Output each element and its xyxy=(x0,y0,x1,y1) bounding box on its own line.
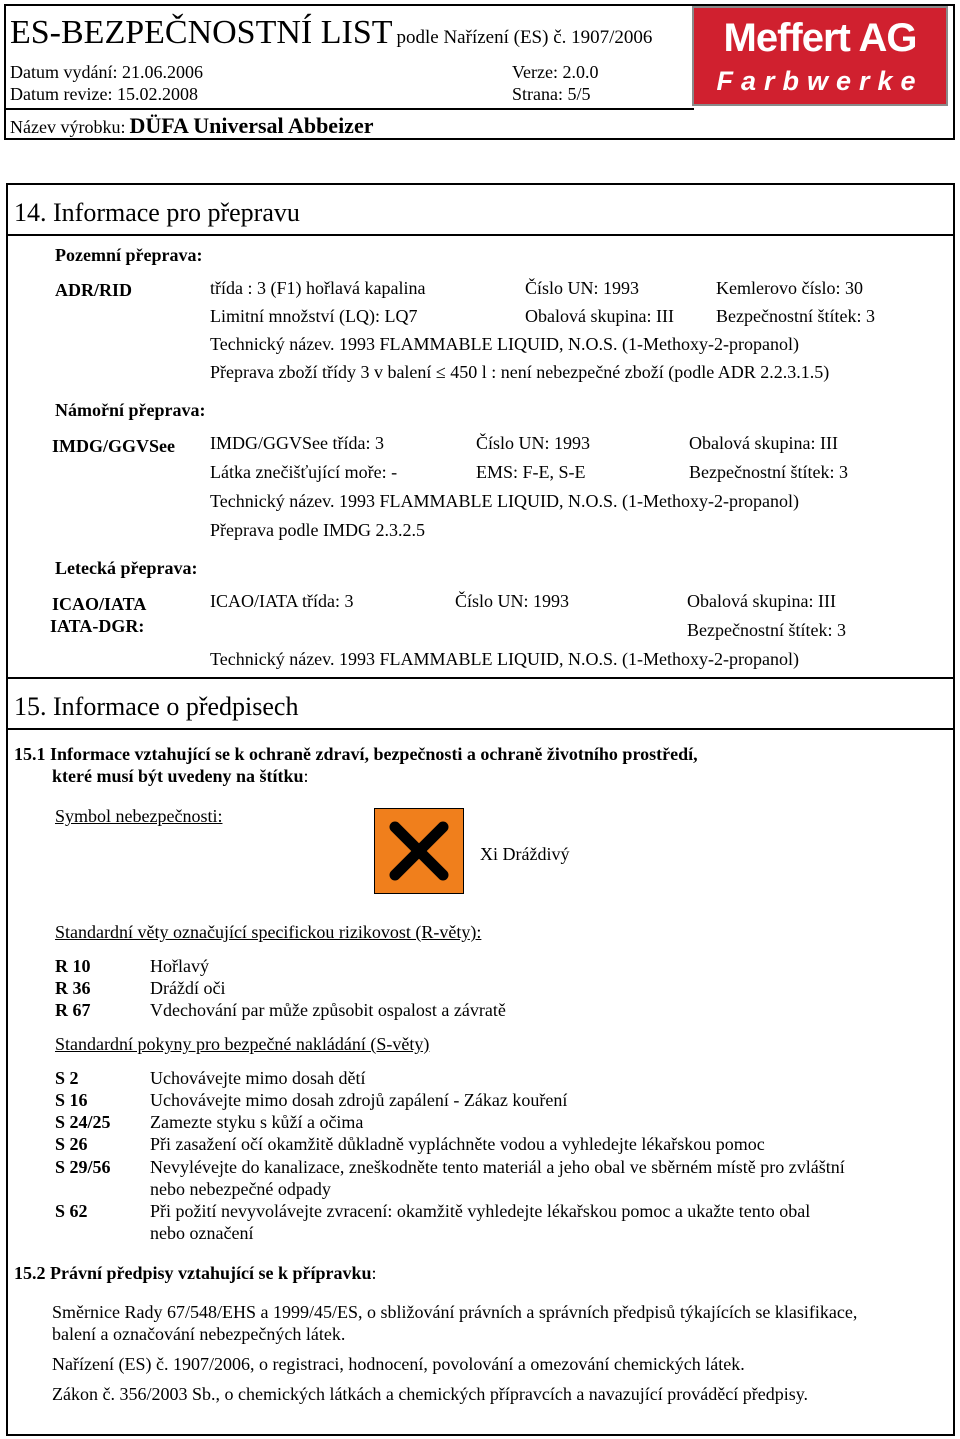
logo-line2: Farbwerke xyxy=(716,66,924,96)
r-phrase-code: R 67 xyxy=(55,1000,91,1020)
s-phrase-text-continued: nebo nebezpečné odpady xyxy=(150,1179,331,1199)
imdg-code: IMDG/GGVSee xyxy=(52,436,175,456)
hazard-symbol-text: Xi Dráždivý xyxy=(480,844,570,864)
land-technical-name: Technický název. 1993 FLAMMABLE LIQUID, N.O.S. (1-Methoxy-2-propanol) xyxy=(210,334,799,354)
s-phrase-text: Uchovávejte mimo dosah zdrojů zapálení - Zákaz kouření xyxy=(150,1090,568,1110)
s-phrase-code: S 16 xyxy=(55,1090,88,1110)
sea-class: IMDG/GGVSee třída: 3 xyxy=(210,433,384,453)
s-phrase-text: Při zasažení očí okamžitě důkladně vypláchněte vodou a vyhledejte lékařskou pomoc xyxy=(150,1134,765,1154)
sea-ems: EMS: F-E, S-E xyxy=(476,462,586,482)
hazard-symbol-irritant-icon xyxy=(374,808,464,894)
s-phrase-text: Nevylévejte do kanalizace, zneškodněte tento materiál a jeho obal ve sběrném místě pro zvláštní xyxy=(150,1157,845,1177)
air-technical-name: Technický název. 1993 FLAMMABLE LIQUID, N.O.S. (1-Methoxy-2-propanol) xyxy=(210,649,799,669)
regulation-ref: podle Nařízení (ES) č. 1907/2006 xyxy=(396,27,653,48)
sea-hazard-label: Bezpečnostní štítek: 3 xyxy=(689,462,848,482)
section14-heading: 14. Informace pro přepravu xyxy=(14,198,300,227)
r-phrase-code: R 10 xyxy=(55,956,91,976)
land-hazard-label: Bezpečnostní štítek: 3 xyxy=(716,306,875,326)
s-phrase-text: Uchovávejte mimo dosah dětí xyxy=(150,1068,366,1088)
s-phrase-text: Zamezte styku s kůží a očima xyxy=(150,1112,364,1132)
s-phrase-code: S 62 xyxy=(55,1201,88,1221)
sea-marine-pollutant: Látka znečišťující moře: - xyxy=(210,462,398,482)
land-limited-quantity: Limitní množství (LQ): LQ7 xyxy=(210,306,418,326)
s-phrase-code: S 2 xyxy=(55,1068,79,1088)
subsection-15-1-line2-rest: : xyxy=(303,766,309,786)
logo-line1: Meffert AG xyxy=(723,16,917,60)
legal-regulation: Nařízení (ES) č. 1907/2006, o registraci, hodnocení, povolování a omezování chemických látek. xyxy=(52,1354,745,1374)
land-note: Přeprava zboží třídy 3 v balení ≤ 450 l : není nebezpečné zboží (podle ADR 2.2.3.1.5) xyxy=(210,362,830,382)
legal-directive-line1: Směrnice Rady 67/548/EHS a 1999/45/ES, o sbližování právních a správních předpisů týkajících se klasifikace, xyxy=(52,1302,858,1322)
s-phrase-code: S 26 xyxy=(55,1134,88,1154)
s-phrases-heading: Standardní pokyny pro bezpečné nakládání (S-věty) xyxy=(55,1034,430,1054)
document-title-row xyxy=(10,14,652,52)
air-packing-group: Obalová skupina: III xyxy=(687,591,836,611)
iata-dgr-code: IATA-DGR: xyxy=(50,616,145,636)
product-label: Název výrobku: xyxy=(10,117,126,137)
s-phrase-code: S 24/25 xyxy=(55,1112,111,1132)
legal-act: Zákon č. 356/2003 Sb., o chemických látkách a chemických přípravcích a navazující prováděcí předpisy. xyxy=(52,1384,809,1404)
land-kemler: Kemlerovo číslo: 30 xyxy=(716,278,863,298)
company-logo xyxy=(692,6,948,106)
sea-packing-group: Obalová skupina: III xyxy=(689,433,838,453)
subsection-15-1-line1: 15.1 Informace vztahující se k ochraně zdraví, bezpečnosti a ochraně životního prostředí, xyxy=(14,744,698,764)
document-title: ES-BEZPEČNOSTNÍ LIST xyxy=(10,14,393,51)
sea-technical-name: Technický název. 1993 FLAMMABLE LIQUID, N.O.S. (1-Methoxy-2-propanol) xyxy=(210,491,799,511)
sea-note: Přeprava podle IMDG 2.3.2.5 xyxy=(210,520,425,540)
s-phrase-code: S 29/56 xyxy=(55,1157,111,1177)
air-hazard-label: Bezpečnostní štítek: 3 xyxy=(687,620,846,640)
adr-rid-code: ADR/RID xyxy=(55,280,133,300)
issue-date: Datum vydání: 21.06.2006 xyxy=(10,62,203,82)
hazard-symbol-label: Symbol nebezpečnosti: xyxy=(55,806,223,826)
r-phrase-code: R 36 xyxy=(55,978,91,998)
icao-iata-code: ICAO/IATA xyxy=(52,594,147,614)
sea-transport-label: Námořní přeprava: xyxy=(55,400,206,420)
subsection-15-1-line2-bold: které musí být uvedeny na štítku xyxy=(52,766,304,786)
air-un-number: Číslo UN: 1993 xyxy=(455,591,570,611)
r-phrase-text: Vdechování par může způsobit ospalost a závratě xyxy=(150,1000,506,1020)
air-class: ICAO/IATA třída: 3 xyxy=(210,591,354,611)
product-name: DÜFA Universal Abbeizer xyxy=(129,113,374,138)
land-un-number: Číslo UN: 1993 xyxy=(525,278,640,298)
section14-top-rule xyxy=(6,183,955,185)
legal-directive-line2: balení a označování nebezpečných látek. xyxy=(52,1324,346,1344)
land-packing-group: Obalová skupina: III xyxy=(525,306,674,326)
land-transport-label: Pozemní přeprava: xyxy=(55,245,203,265)
air-transport-label: Letecká přeprava: xyxy=(55,558,198,578)
page-number: Strana: 5/5 xyxy=(512,84,591,104)
section14-heading-rule xyxy=(6,234,955,236)
version: Verze: 2.0.0 xyxy=(512,62,599,82)
land-class: třída : 3 (F1) hořlavá kapalina xyxy=(210,278,426,298)
sea-un-number: Číslo UN: 1993 xyxy=(476,433,591,453)
revision-date: Datum revize: 15.02.2008 xyxy=(10,84,198,104)
section15-heading-rule xyxy=(6,728,955,730)
subsection-15-2 xyxy=(14,1263,377,1284)
r-phrase-text: Hořlavý xyxy=(150,956,209,976)
r-phrases-heading: Standardní věty označující specifickou rizikovost (R-věty): xyxy=(55,922,482,942)
s-phrase-text-continued: nebo označení xyxy=(150,1223,254,1243)
s-phrase-text: Při požití nevyvolávejte zvracení: okamžitě vyhledejte lékařskou pomoc a ukažte tento obal xyxy=(150,1201,811,1221)
subsection-15-2-bold: 15.2 Právní předpisy vztahující se k přípravku xyxy=(14,1263,372,1283)
header-divider xyxy=(4,108,694,110)
r-phrase-text: Dráždí oči xyxy=(150,978,226,998)
section15-heading: 15. Informace o předpisech xyxy=(14,692,299,721)
subsection-15-1-line2 xyxy=(52,766,309,787)
subsection-15-2-rest: : xyxy=(371,1263,377,1283)
section14-bottom-rule xyxy=(6,677,955,679)
product-row xyxy=(10,113,373,139)
